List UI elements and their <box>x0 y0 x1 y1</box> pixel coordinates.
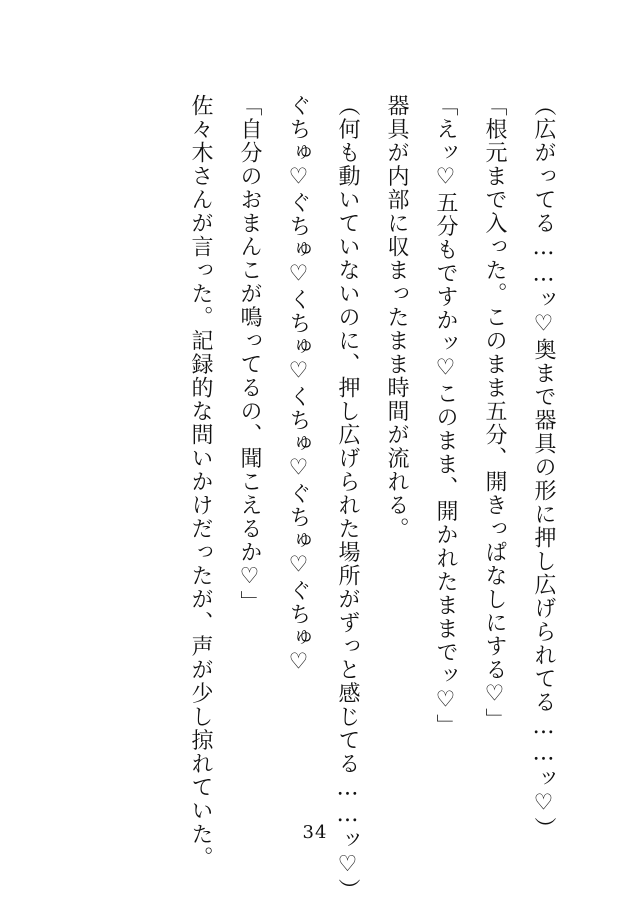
text-line: ぐちゅ♡ぐちゅ♡くちゅ♡くちゅ♡ぐちゅ♡ぐちゅ♡ <box>286 94 311 676</box>
text-line: 「自分のおまんこが鳴ってるの、聞こえるか♡」 <box>237 94 262 614</box>
text-line: 器具が内部に収まったまま時間が流れる。 <box>384 94 409 541</box>
text-line: 佐々木さんが言った。記録的な問いかけだったが、声が少し掠れていた。 <box>188 94 213 870</box>
text-line: （何も動いていないのに、押し広げられた場所がずっと感じてる……ッ♡） <box>335 94 360 902</box>
text-line: （広がってる……ッ♡奥まで器具の形に押し広げられてる……ッ♡） <box>531 94 556 841</box>
text-line: 「えッ♡五分もですかッ♡このまま、開かれたままでッ♡」 <box>433 94 458 738</box>
page-number: 34 <box>302 822 328 843</box>
text-line: 「根元まで入った。このまま五分、開きっぱなしにする♡」 <box>482 94 507 732</box>
